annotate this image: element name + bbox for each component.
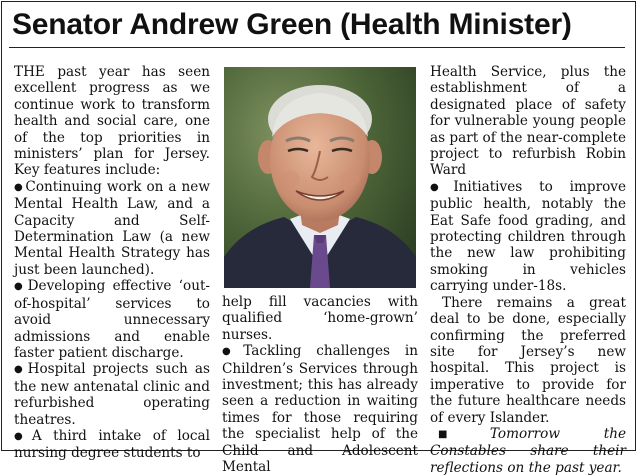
- column-2: [222, 294, 418, 475]
- paragraph-conclusion: There remains a great deal to be done, especially confirming the preferred site for Jersey’s new hospital. This project is imperative to provide for the future healthcare needs of every Islander.: [430, 294, 626, 426]
- column-3: [430, 64, 626, 476]
- column-1: [14, 64, 210, 462]
- paragraph-nursing-continued: help fill vacancies with qualified ‘home-grown’ nurses.: [222, 294, 418, 343]
- bullet-nursing-intake: ● A third intake of local nursing degree students to: [14, 428, 210, 462]
- portrait-illustration: [224, 67, 416, 288]
- bullet-childrens-services: ● Tackling challenges in Children’s Services through investment; this has already seen a reduction in waiting times for those requiring the specialist help of the Child and Adolescent Mental: [222, 343, 418, 475]
- bullet-hospital-projects: ● Hospital projects such as the new antenatal clinic and refurbished operating theatres.: [14, 361, 210, 428]
- portrait-photo: [224, 67, 416, 288]
- headline-rule: [9, 47, 625, 48]
- paragraph-intro: THE past year has seen excellent progress as we continue work to transform health and social care, one of the top priorities in ministers’ plan for Jersey. Key features include:: [14, 64, 210, 179]
- teaser-tomorrow: ■ Tomorrow the Constables share their reflections on the past year.: [430, 426, 626, 476]
- bullet-out-of-hospital: ● Developing effective ‘out-of-hospital’ services to avoid unnecessary admissions and enable faster patient discharge.: [14, 278, 210, 361]
- paragraph-camhs-continued: Health Service, plus the establishment of a designated place of safety for vulnerable young people as part of the near-complete project to refurbish Robin Ward: [430, 64, 626, 179]
- headline: Senator Andrew Green (Health Minister): [12, 8, 572, 41]
- bullet-mental-health-law: ● Continuing work on a new Mental Health Law, and a Capacity and Self-Determination Law (a new Mental Health Strategy has just been launched).: [14, 179, 210, 278]
- bullet-public-health: ● Initiatives to improve public health, notably the Eat Safe food grading, and protecting children through the new law prohibiting smoking in vehicles carrying under-18s.: [430, 179, 626, 295]
